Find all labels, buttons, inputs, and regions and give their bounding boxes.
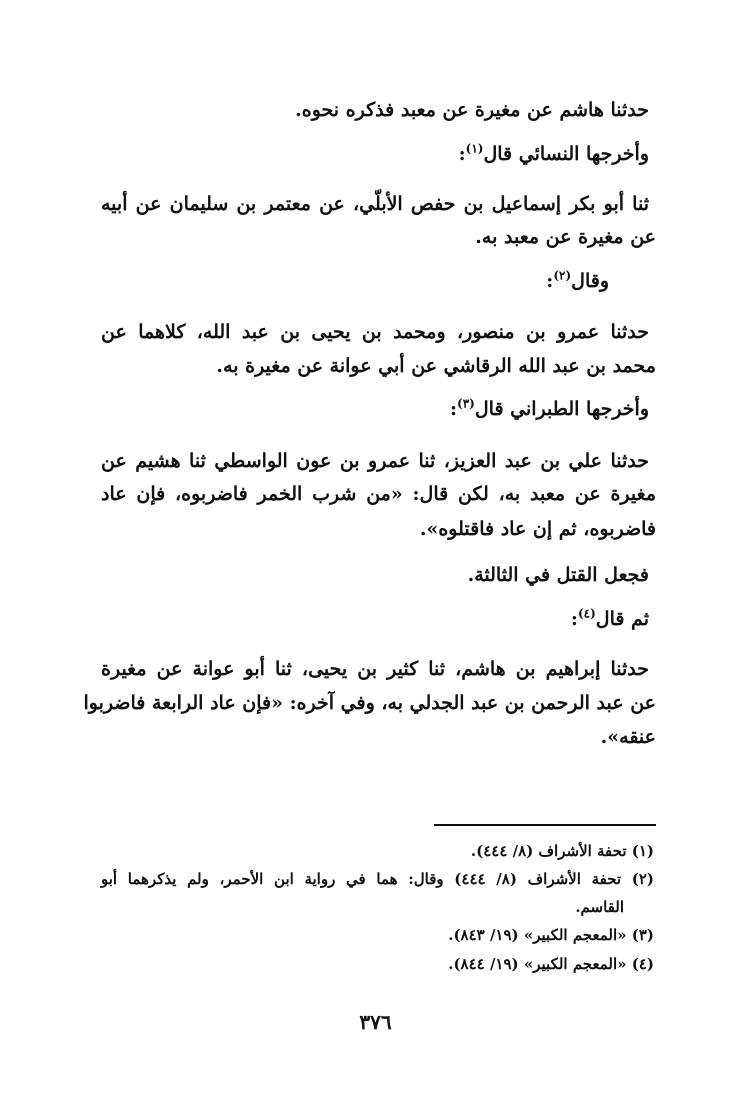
text-line-16: عنقه».: [600, 726, 656, 748]
line-2-text: وأخرجها النسائي قال: [483, 143, 649, 165]
line-8-text: وأخرجها الطبراني قال: [474, 398, 649, 420]
text-line-10: مغيرة عن معبد به، لكن قال: «من شرب الخمر فاضربوه، فإن عاد: [101, 483, 656, 505]
footnote-2-cont: القاسم.: [575, 898, 624, 916]
footnote-separator: [434, 824, 656, 826]
text-line-14: حدثنا إبراهيم بن هاشم، ثنا كثير بن يحيى، ثنا أبو عوانة عن مغيرة: [101, 658, 649, 680]
text-line-1: حدثنا هاشم عن مغيرة عن معبد فذكره نحوه.: [295, 99, 649, 121]
line-5-text: وقال: [571, 270, 609, 292]
footnote-2: (٢) تحفة الأشراف (٨/ ٤٤٤) وقال: هما في رواية ابن الأحمر، ولم يذكرهما أبو: [101, 870, 655, 888]
text-line-2: [459, 137, 649, 171]
text-line-5: [546, 264, 609, 298]
text-line-3: ثنا أبو بكر إسماعيل بن حفص الأبلّي، عن معتمر بن سليمان عن أبيه: [101, 193, 649, 215]
line-13-colon: :: [570, 608, 578, 630]
line-13-text: ثم قال: [595, 608, 649, 630]
line-5-colon: :: [546, 270, 554, 292]
text-line-4: عن مغيرة عن معبد به.: [475, 226, 656, 248]
page-number: ٣٧٦: [359, 1010, 392, 1034]
footnote-3: (٣) «المعجم الكبير» (١٩/ ٨٤٣).: [448, 926, 654, 944]
line-8-colon: :: [450, 398, 458, 420]
text-line-13: [571, 602, 649, 636]
footnote-ref-4: (٤): [577, 606, 596, 621]
text-line-11: فاضربوه، ثم إن عاد فاقتلوه».: [419, 518, 656, 540]
text-line-15: عن عبد الرحمن بن عبد الجدلي به، وفي آخره: «فإن عاد الرابعة فاضربوا: [83, 692, 656, 714]
footnote-1: (١) تحفة الأشراف (٨/ ٤٤٤).: [470, 842, 654, 860]
text-line-9: حدثنا علي بن عبد العزيز، ثنا عمرو بن عون الواسطي ثنا هشيم عن: [101, 450, 649, 472]
footnote-ref-1: (١): [465, 141, 484, 156]
footnote-ref-3: (٣): [457, 396, 475, 411]
text-line-7: محمد بن عبد الله الرقاشي عن أبي عوانة عن مغيرة به.: [216, 355, 656, 377]
text-line-8: [450, 392, 649, 426]
footnote-ref-2: (٢): [553, 268, 572, 283]
line-2-colon: :: [458, 143, 466, 165]
text-line-12: فجعل القتل في الثالثة.: [467, 564, 649, 586]
text-line-6: حدثنا عمرو بن منصور، ومحمد بن يحيى بن عبد الله، كلاهما عن: [101, 321, 649, 343]
footnote-4: (٤) «المعجم الكبير» (١٩/ ٨٤٤).: [448, 955, 654, 973]
